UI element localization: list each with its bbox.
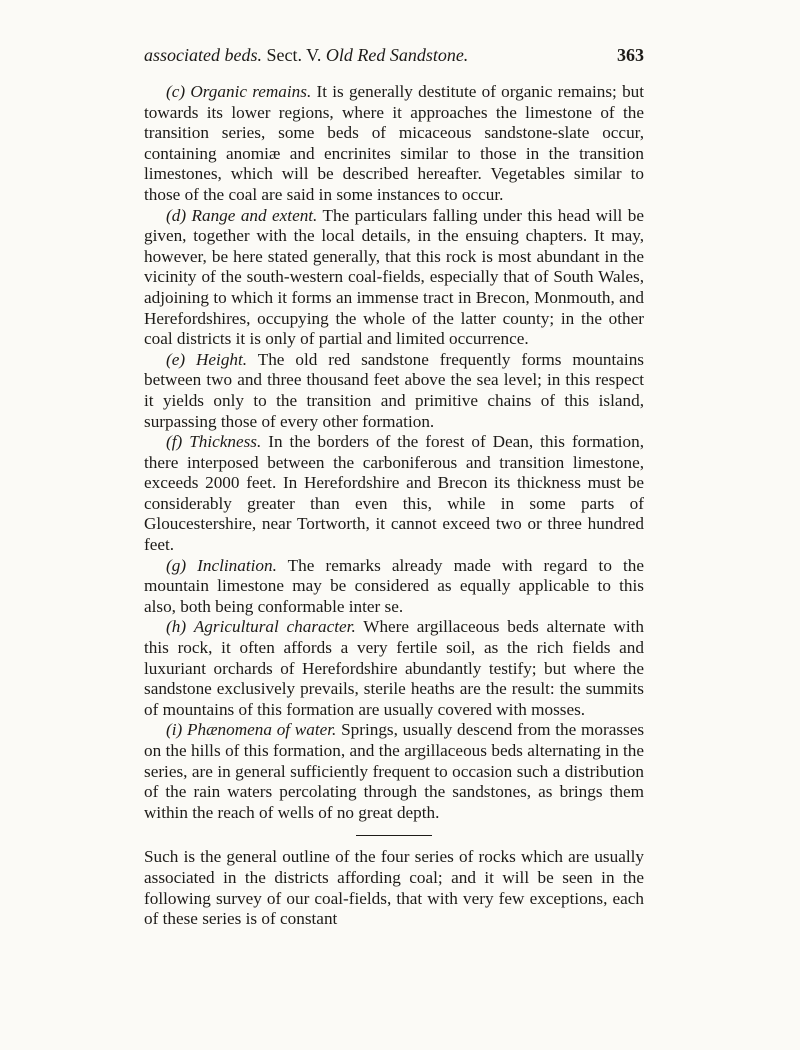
paragraph-text: It is generally destitute of organic remains; but towards its lower regions, where it approaches the limestone of the transition series, some beds of micaceous sandstone-slate occur, containing anomiæ and encrinites similar to those in the transition limestones, which will be described hereafter. Vegetables similar to those of the coal are said in some instances to occur. [144,82,645,204]
paragraph-label: (f) [166,432,183,452]
paragraph-organic-remains [144,82,644,206]
paragraph-text: In the borders of the forest of Dean, this formation, there interposed between the carboniferous and transition limestone, exceeds 2000 feet. In Herefordshire and Brecon its thickness must be considerably greater than even this, while in some parts of Gloucestershire, near Tortworth, it cannot exceed two or three hundred feet. [144,432,645,555]
paragraph-heading: Thickness. [189,432,262,452]
paragraph-heading: Range and extent. [191,205,318,225]
paragraph-thickness [144,432,644,556]
paragraph-heading: Phænomena of water. [186,720,337,740]
paragraph-text: The remarks already made with regard to the mountain limestone may be considered as equally applicable to this also, both being conformable inter se. [144,555,645,616]
paragraph-phaenomena-of-water [144,720,644,823]
running-head [144,44,644,66]
paragraph-text: The old red sandstone frequently forms mountains between two and three thousand feet above the sea level; in this respect it yields only to the transition and primitive chains of this island, surpassing those of every other formation. [144,349,644,431]
paragraph-heading: Inclination. [197,555,277,575]
paragraph-label: (d) [166,205,187,225]
paragraph-label: (i) [166,720,183,740]
running-head-title: Old Red Sandstone. [325,45,469,65]
running-head-left: associated beds. [144,45,262,65]
paragraph-range-extent [144,206,644,350]
paragraph-label: (h) [166,617,187,637]
paragraph-text: Where argillaceous beds alternate with this rock, it often affords a very fertile soil, as the rich fields and luxuriant orchards of Herefordshire abundantly testify; but where the sandstone exclusively prevails, sterile heaths are the result: the summits of mountains of this formation are usually covered with mosses. [144,617,644,719]
paragraph-heading: Organic remains. [190,82,312,101]
section-divider [356,835,432,836]
paragraph-label: (c) [166,82,186,101]
paragraph-text: Springs, usually descend from the morasses on the hills of this formation, and the argillaceous beds alternating in the series, are in general sufficiently frequent to occasion such a distribution of the rain waters percolating through the sandstones, as brings them within the reach of wells of no great depth. [144,720,645,822]
closing-paragraph: Such is the general outline of the four series of rocks which are usually associated in the districts affording coal; and it will be seen in the following survey of our coal-fields, that with very few exceptions, each of these series is of constant [144,847,644,929]
body-text [144,82,644,930]
running-head-section: Sect. V. [266,45,322,65]
paragraph-label: (e) [166,349,186,369]
paragraph-text: The particulars falling under this head will be given, together with the local details, in the ensuing chapters. It may, however, be here stated generally, that this rock is most abundant in the vicinity of the south-western coal-fields, especially that of South Wales, adjoining to which it forms an immense tract in Brecon, Monmouth, and Herefordshires, occupying the whole of the latter county; in the other coal districts it is only of partial and limited occurrence. [144,205,644,349]
paragraph-label: (g) [166,555,187,575]
page-number: 363 [617,45,644,65]
paragraph-heading: Height. [196,349,248,369]
paragraph-height [144,350,644,432]
paragraph-agricultural-character [144,617,644,720]
paragraph-heading: Agricultural character. [193,617,356,637]
paragraph-inclination [144,556,644,618]
